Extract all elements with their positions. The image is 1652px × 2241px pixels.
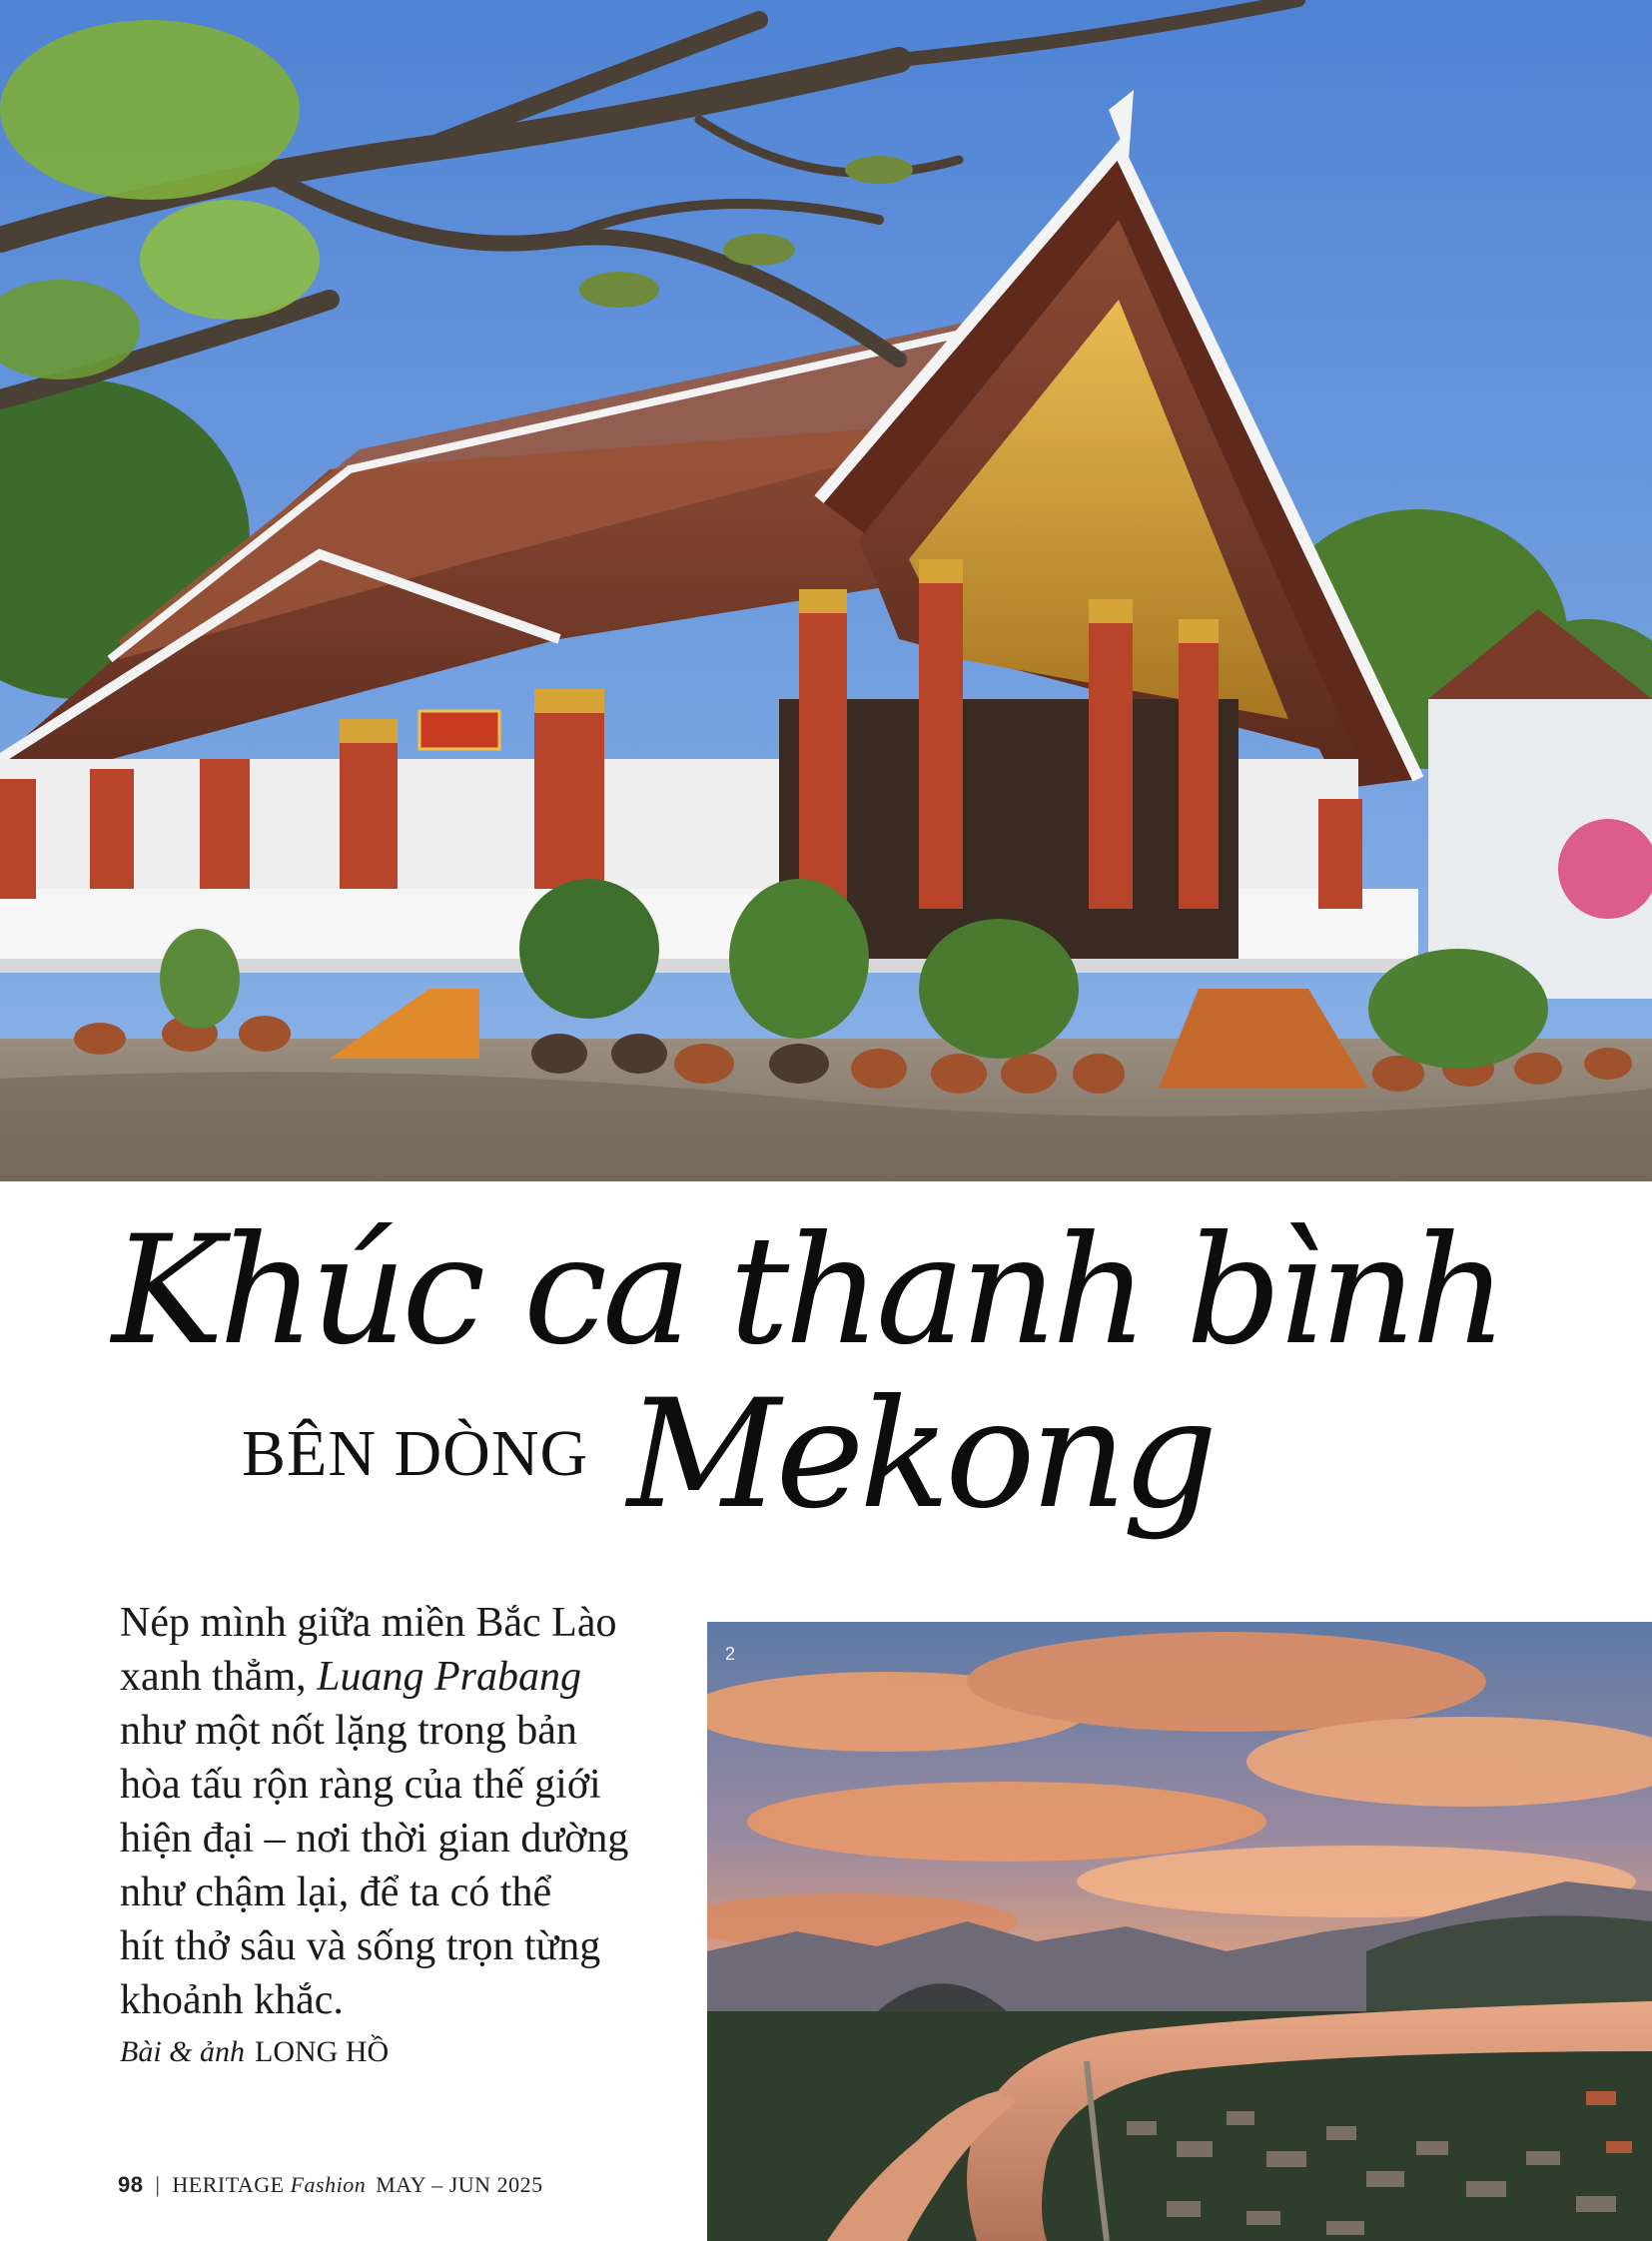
intro-line: như chậm lại, để ta có thể <box>120 1869 552 1915</box>
article-title-line2: Mekong <box>627 1368 1214 1542</box>
sunset-illustration <box>707 1622 1652 2241</box>
byline-label: Bài & ảnh <box>120 2035 245 2068</box>
photo-sunset-mekong <box>707 1622 1652 2241</box>
page-number: 98 <box>118 2172 144 2197</box>
intro-line: hiện đại – nơi thời gian dường <box>120 1816 629 1862</box>
magazine-name-italic: Fashion <box>290 2172 367 2197</box>
intro-line: như một nốt lặng trong bản <box>120 1708 577 1754</box>
photo-number: 2 <box>725 1644 736 1664</box>
article-title-kicker: BÊN DÒNG <box>242 1417 589 1490</box>
intro-line: hít thở sâu và sống trọn từng <box>120 1923 601 1969</box>
intro-text: xanh thẳm, <box>120 1654 318 1700</box>
byline-author: LONG HỒ <box>255 2035 390 2068</box>
article-title-line1: Khúc ca thanh bình <box>112 1204 1503 1378</box>
intro-line: Nép mình giữa miền Bắc Lào <box>120 1600 617 1646</box>
intro-place-name: Luang Prabang <box>317 1654 581 1700</box>
intro-line <box>120 1650 699 1704</box>
intro-line: hòa tấu rộn ràng của thế giới <box>120 1762 601 1808</box>
page-folio <box>118 2172 543 2198</box>
article-intro <box>120 1596 699 2027</box>
issue-date: MAY – JUN 2025 <box>376 2172 543 2197</box>
byline <box>120 2035 389 2069</box>
folio-separator: | <box>155 2172 161 2197</box>
magazine-name: HERITAGE <box>172 2172 285 2197</box>
intro-line: khoảnh khắc. <box>120 1977 344 2023</box>
